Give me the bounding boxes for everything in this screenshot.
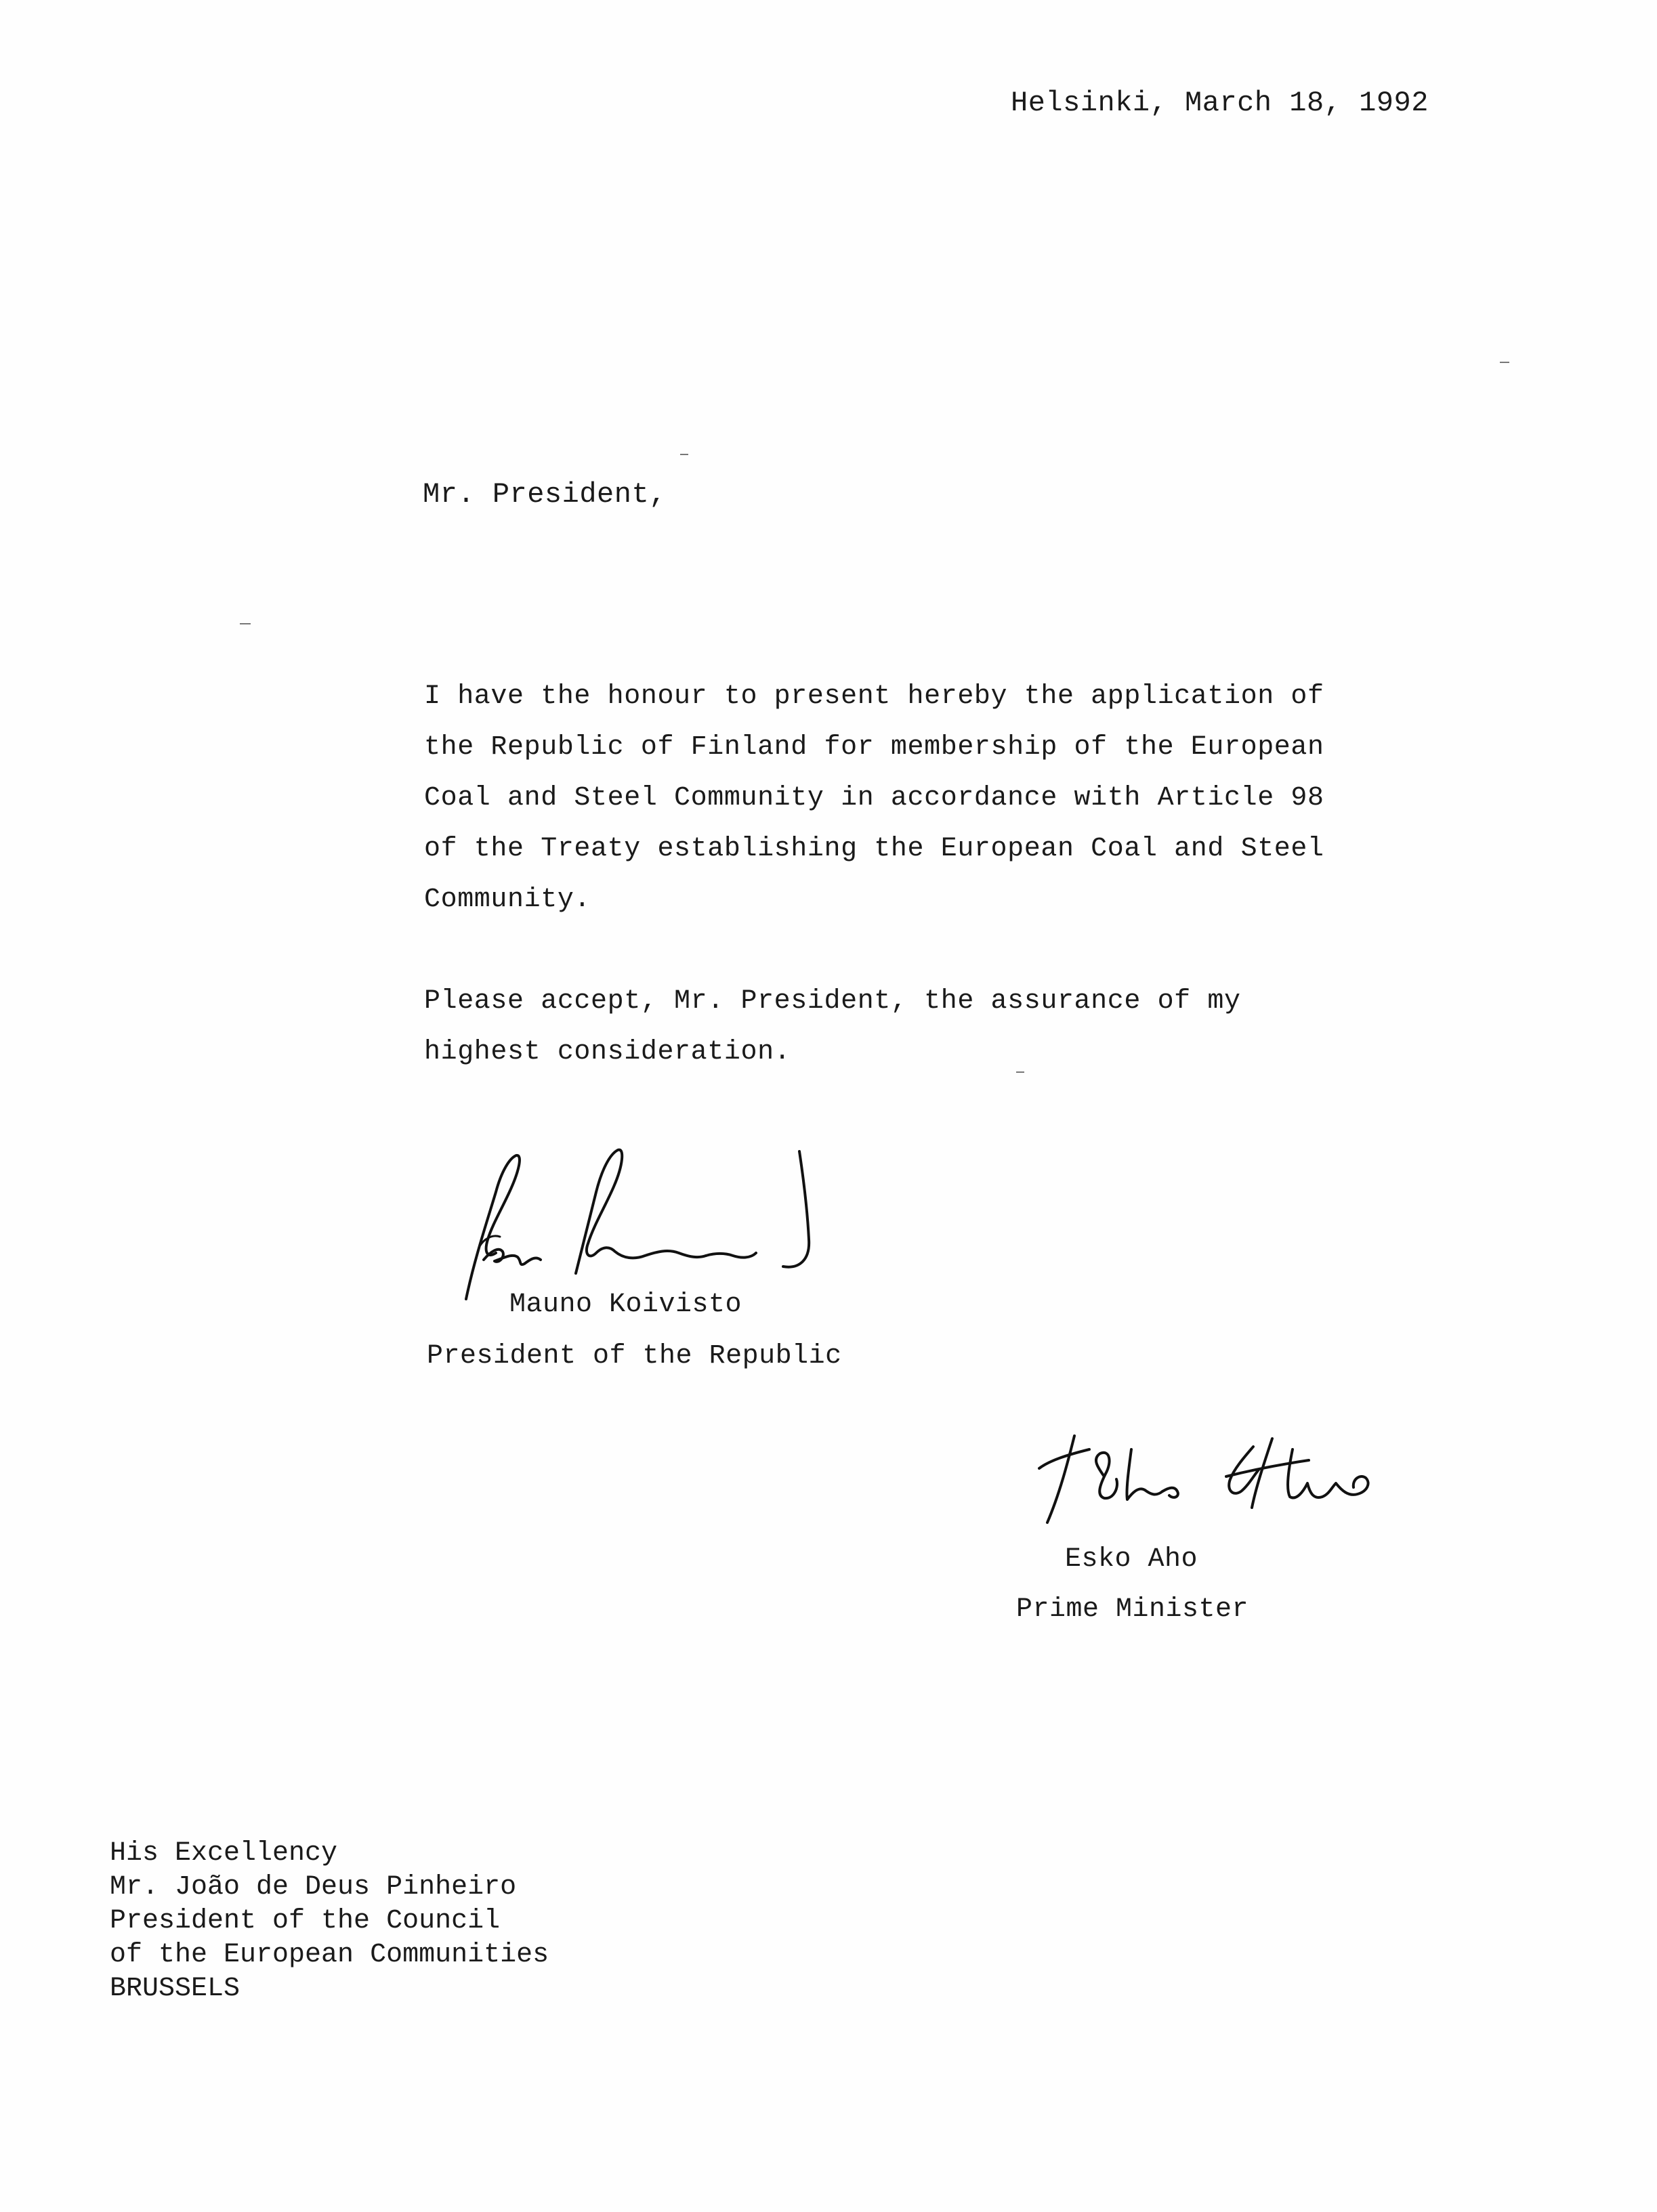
address-line: President of the Council [110, 1906, 501, 1936]
address-line: of the European Communities [110, 1940, 549, 1970]
paragraph-line: Coal and Steel Community in accordance with Article 98 [424, 783, 1324, 813]
handwritten-signature-aho-icon [1030, 1429, 1396, 1531]
dateline: Helsinki, March 18, 1992 [1011, 87, 1429, 119]
address-line: Mr. João de Deus Pinheiro [110, 1872, 517, 1902]
signatory-title: President of the Republic [427, 1341, 842, 1371]
signatory-title: Prime Minister [1016, 1594, 1249, 1625]
salutation: Mr. President, [423, 478, 667, 511]
signatory-name: Mauno Koivisto [509, 1290, 742, 1320]
body-paragraph-closing [424, 976, 1241, 1078]
addressee-block [110, 1837, 549, 2006]
scan-speck [680, 454, 688, 455]
address-line: BRUSSELS [110, 1974, 240, 2004]
paragraph-line: I have the honour to present hereby the application of [424, 681, 1324, 712]
handwritten-signature-koivisto-icon [461, 1145, 826, 1307]
paragraph-line: Please accept, Mr. President, the assurance of my [424, 986, 1241, 1017]
address-line: His Excellency [110, 1838, 338, 1869]
paragraph-line: highest consideration. [424, 1037, 791, 1067]
paragraph-line: the Republic of Finland for membership of the European [424, 732, 1324, 763]
paragraph-line: of the Treaty establishing the European Coal and Steel [424, 834, 1324, 864]
scan-speck [240, 623, 251, 624]
signatory-name: Esko Aho [1065, 1544, 1198, 1575]
body-paragraph-application [424, 671, 1324, 925]
scan-speck [1016, 1071, 1024, 1073]
paragraph-line: Community. [424, 885, 591, 915]
scan-speck [1500, 362, 1509, 363]
